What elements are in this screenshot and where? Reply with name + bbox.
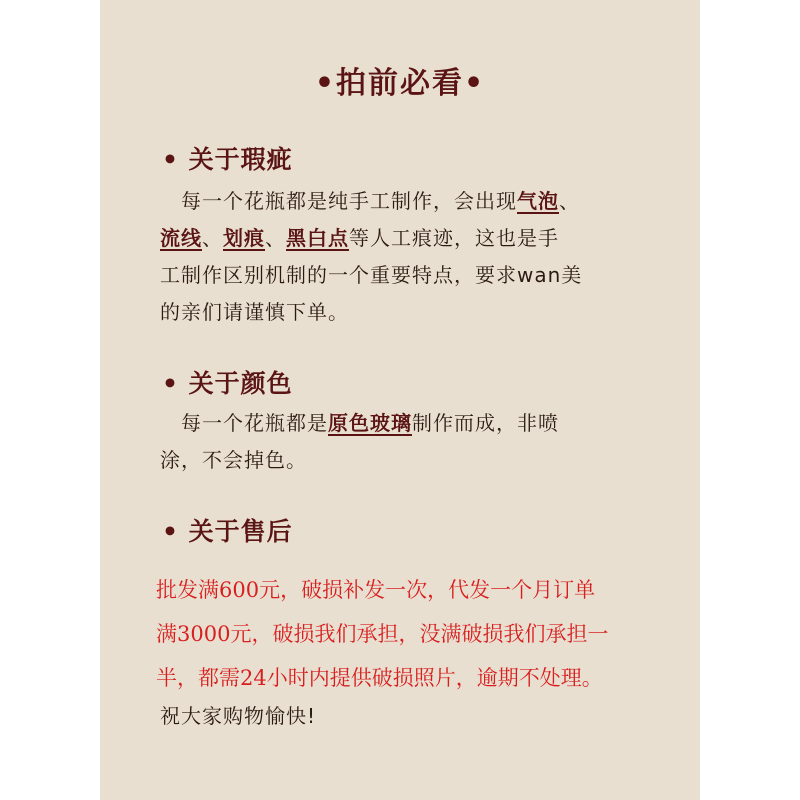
color-line-1 <box>160 405 640 442</box>
flaws-text: 、 <box>559 189 580 213</box>
aftersale-line-3: 半，都需24小时内提供破损照片，逾期不处理。 <box>156 666 603 690</box>
color-paragraph <box>160 405 640 479</box>
term-original-color-glass: 原色玻璃 <box>328 411 412 435</box>
section-heading-color: • 关于颜色 <box>162 369 293 398</box>
flaws-line-3: 工制作区别机制的一个重要特点，要求wan美 <box>160 263 583 287</box>
color-line-2: 涂，不会掉色。 <box>160 448 307 472</box>
closing-message: 祝大家购物愉快! <box>160 704 317 728</box>
notice-card <box>100 0 700 800</box>
page-title: •拍前必看• <box>314 66 486 101</box>
term-bubbles: 气泡 <box>517 189 559 213</box>
flaws-line-1 <box>160 183 640 220</box>
color-text: 制作而成，非喷 <box>412 411 559 435</box>
flaws-text: 每一个花瓶都是纯手工制作，会出现 <box>160 189 517 213</box>
term-flow-lines: 流线 <box>160 226 202 250</box>
aftersale-line-1: 批发满600元，破损补发一次，代发一个月订单 <box>156 578 596 602</box>
section-heading-flaws: • 关于瑕疵 <box>162 145 293 174</box>
flaws-line-4: 的亲们请谨慎下单。 <box>160 300 349 324</box>
term-black-white-dots: 黑白点 <box>286 226 349 250</box>
flaws-text: 、 <box>202 226 223 250</box>
flaws-text: 、 <box>265 226 286 250</box>
aftersale-paragraph <box>156 568 656 700</box>
flaws-paragraph <box>160 183 640 331</box>
flaws-text: 等人工痕迹，这也是手 <box>349 226 559 250</box>
color-text: 每一个花瓶都是 <box>160 411 328 435</box>
term-scratches: 划痕 <box>223 226 265 250</box>
flaws-line-2 <box>160 220 640 257</box>
aftersale-line-2: 满3000元，破损我们承担，没满破损我们承担一 <box>156 622 609 646</box>
section-heading-aftersale: • 关于售后 <box>162 517 293 546</box>
